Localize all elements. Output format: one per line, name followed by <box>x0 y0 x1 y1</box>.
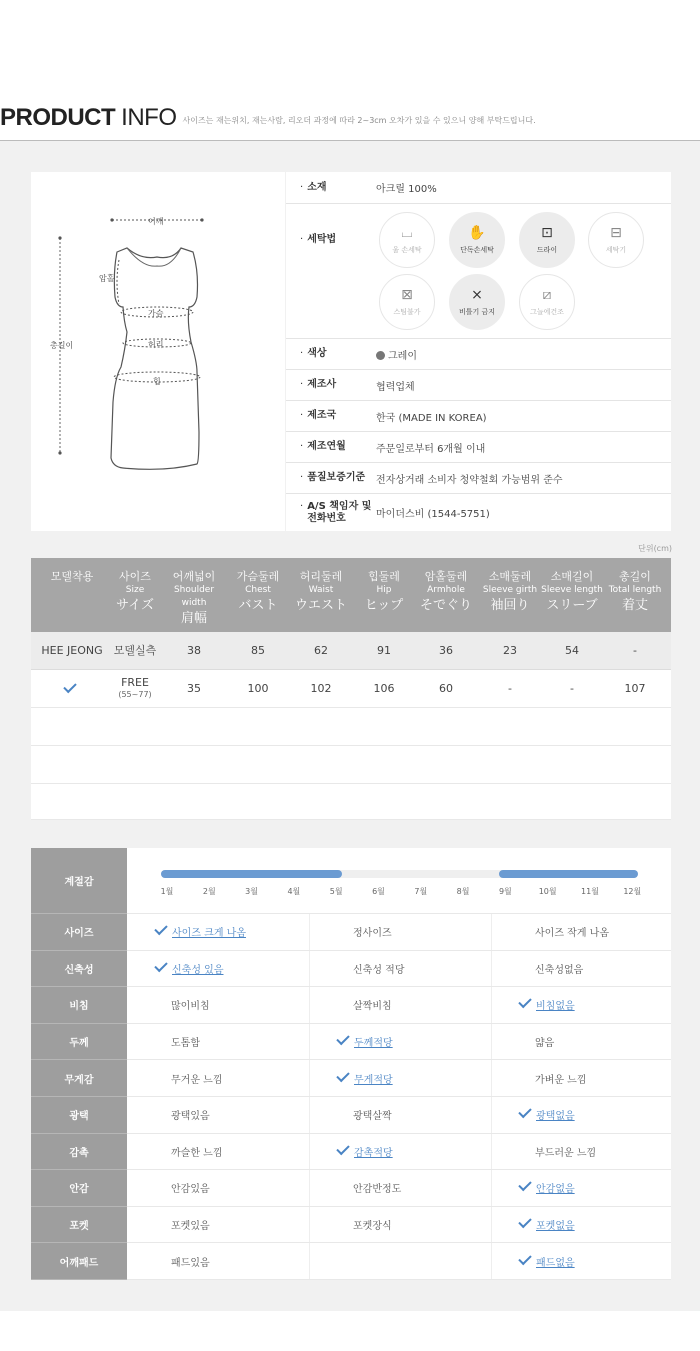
material-option-selected: 안감없음 <box>519 1170 575 1206</box>
month-label: 8월 <box>456 887 470 896</box>
material-row-label: 안감 <box>31 1170 127 1207</box>
size-cell: 60 <box>439 682 453 695</box>
material-table <box>31 848 671 1280</box>
title-bold: PRODUCT <box>0 104 116 131</box>
size-header-cell: 가슴둘레 Chest バスト <box>236 570 280 613</box>
info-list <box>286 172 671 531</box>
column-divider <box>491 1024 492 1060</box>
size-cell: 38 <box>187 644 201 657</box>
column-divider <box>491 1243 492 1279</box>
material-option: 포켓장식 <box>353 1221 392 1233</box>
column-divider <box>309 1024 310 1060</box>
material-option: 도톰함 <box>171 1038 200 1050</box>
check-icon <box>518 995 531 1008</box>
check-icon <box>518 1215 531 1228</box>
info-row-material: · 소재 아크릴 100% <box>286 172 671 204</box>
month-label: 9월 <box>498 887 512 896</box>
column-divider <box>491 914 492 950</box>
as-value: 마이더스비 (1544-5751) <box>376 509 490 520</box>
column-divider <box>309 987 310 1023</box>
material-option-selected: 사이즈 크게 나옴 <box>155 914 246 950</box>
size-cell: 102 <box>310 682 332 695</box>
size-cell: 35 <box>187 682 201 695</box>
shade-dry-icon: ⧄ <box>542 287 552 303</box>
column-divider <box>491 1207 492 1243</box>
maker-label: 제조사 <box>307 379 337 390</box>
material-option: 얇음 <box>535 1038 555 1050</box>
material-option-selected: 무게적당 <box>337 1060 393 1096</box>
info-row-color: · 색상 그레이 <box>286 339 671 370</box>
date-label: 제조연월 <box>307 441 346 452</box>
column-divider <box>309 1060 310 1096</box>
model-wear-check <box>38 670 106 708</box>
warranty-value: 전자상거래 소비자 청약철회 가능범위 준수 <box>376 474 563 486</box>
material-option: 살짝비침 <box>353 1001 392 1013</box>
country-label: 제조국 <box>307 410 337 421</box>
as-label-1: A/S 책임자 및 <box>307 500 372 512</box>
material-option: 가벼운 느낌 <box>535 1074 587 1086</box>
separate-hand-wash-icon: ✋ <box>468 225 486 241</box>
column-divider <box>309 1170 310 1206</box>
color-value: 그레이 <box>388 350 417 362</box>
material-row <box>127 1060 671 1097</box>
check-icon <box>518 1105 531 1118</box>
label-waist: 허리 <box>148 340 164 349</box>
size-header-cell: 힙둘레 Hip ヒップ <box>364 570 404 613</box>
check-icon <box>63 679 76 692</box>
material-option: 사이즈 작게 나옴 <box>535 928 609 940</box>
check-icon <box>154 922 167 935</box>
size-header-cell: 사이즈 Size サイズ <box>116 570 154 613</box>
month-label: 10월 <box>538 887 557 896</box>
material-row <box>127 1170 671 1207</box>
season-row <box>127 848 671 914</box>
column-divider <box>309 1134 310 1170</box>
material-row <box>127 914 671 951</box>
material-option-selected: 감촉적당 <box>337 1134 393 1170</box>
month-label: 5월 <box>329 887 343 896</box>
material-option: 무거운 느낌 <box>171 1074 223 1086</box>
label-total-length: 총길이 <box>50 341 74 350</box>
material-option: 신축성 적당 <box>353 964 405 976</box>
label-chest: 가슴 <box>148 309 164 318</box>
month-label: 4월 <box>287 887 301 896</box>
material-option: 패드있음 <box>171 1257 210 1269</box>
warranty-label: 품질보증기준 <box>307 472 366 483</box>
size-cell: 91 <box>377 644 391 657</box>
material-row <box>127 1207 671 1244</box>
size-header-cell: 모델착용 <box>50 570 94 583</box>
month-label: 12월 <box>623 887 642 896</box>
size-header-cell: 암홀둘레 Armhole そでぐり <box>419 570 472 613</box>
size-cell-free: FREE (55~77) <box>118 676 152 699</box>
material-row-label: 무게감 <box>31 1060 127 1097</box>
material-row <box>127 1024 671 1061</box>
no-steam-icon: ⊠ <box>401 287 413 303</box>
wash-label: 세탁법 <box>307 234 337 245</box>
material-option: 광택있음 <box>171 1111 210 1123</box>
material-option-selected: 광택없음 <box>519 1097 575 1133</box>
season-label: 계절감 <box>31 848 127 914</box>
size-header-cell: 소매둘레 Sleeve girth 袖回り <box>482 570 538 613</box>
size-cell: 62 <box>314 644 328 657</box>
country-value: 한국 (MADE IN KOREA) <box>376 412 487 424</box>
check-icon <box>336 1032 349 1045</box>
check-icon <box>154 959 167 972</box>
material-row-label: 광택 <box>31 1097 127 1134</box>
material-row-label: 신축성 <box>31 951 127 988</box>
material-row <box>127 987 671 1024</box>
washing-machine-icon: ⊟ <box>610 225 622 241</box>
month-label: 6월 <box>372 887 385 896</box>
wash-option-machine: ⊟ 세탁기 <box>588 212 644 268</box>
material-option: 안감반정도 <box>353 1184 402 1196</box>
size-cell: 100 <box>247 682 269 695</box>
material-row <box>127 1243 671 1280</box>
material-option-selected: 두께적당 <box>337 1024 393 1060</box>
column-divider <box>309 914 310 950</box>
material-value: 아크릴 100% <box>376 184 437 195</box>
material-option: 부드러운 느낌 <box>535 1147 597 1159</box>
material-row-label: 두께 <box>31 1024 127 1061</box>
material-option: 신축성없음 <box>535 964 584 976</box>
material-row-label: 어깨패드 <box>31 1243 127 1280</box>
material-row <box>127 1134 671 1171</box>
color-swatch <box>376 351 385 360</box>
size-row-empty <box>31 784 671 820</box>
size-note: 사이즈는 재는위치, 재는사람, 리오더 과정에 따라 2~3cm 오차가 있을 수 있으니 양해 부탁드립니다. <box>182 116 536 125</box>
column-divider <box>491 1060 492 1096</box>
size-cell: 54 <box>565 644 579 657</box>
size-cell: - <box>508 682 512 695</box>
info-row-maker: · 제조사 협력업체 <box>286 370 671 401</box>
maker-value: 협력업체 <box>376 381 415 393</box>
size-row-model <box>31 632 671 670</box>
dry-clean-icon: ⊡ <box>541 225 553 241</box>
material-row-label: 감촉 <box>31 1134 127 1171</box>
size-header-cell: 허리둘레 Waist ウエスト <box>294 570 347 613</box>
column-divider <box>309 1097 310 1133</box>
wash-option-separate-hand: ✋ 단독손세탁 <box>449 212 505 268</box>
material-option-selected: 포켓없음 <box>519 1207 575 1243</box>
info-row-country: · 제조국 한국 (MADE IN KOREA) <box>286 401 671 432</box>
month-label: 7월 <box>414 887 428 896</box>
wash-option-shade-dry: ⧄ 그늘에건조 <box>519 274 575 330</box>
size-row-empty <box>31 708 671 746</box>
title-light: INFO <box>121 104 177 131</box>
date-value: 주문일로부터 6개월 이내 <box>376 443 486 455</box>
check-icon <box>518 1251 531 1264</box>
no-wring-icon: ⨯ <box>471 287 483 303</box>
material-row-label: 비침 <box>31 987 127 1024</box>
size-table <box>31 558 671 820</box>
month-label: 2월 <box>202 887 216 896</box>
material-option: 정사이즈 <box>353 928 392 940</box>
column-divider <box>491 987 492 1023</box>
size-cell: 106 <box>373 682 395 695</box>
material-row-label: 포켓 <box>31 1207 127 1244</box>
label-shoulder: 어깨 <box>148 217 164 226</box>
size-cell: - <box>570 682 574 695</box>
material-option: 안감있음 <box>171 1184 210 1196</box>
size-header-cell: 소매길이 Sleeve length スリーブ <box>541 570 603 613</box>
material-row <box>127 951 671 988</box>
wash-option-no-wring: ⨯ 비틀기 금지 <box>449 274 505 330</box>
section-header <box>0 104 536 138</box>
material-option-selected: 패드없음 <box>519 1243 575 1279</box>
size-cell: 23 <box>503 644 517 657</box>
column-divider <box>491 1170 492 1206</box>
material-option: 광택살짝 <box>353 1111 392 1123</box>
material-option: 많이비침 <box>171 1001 210 1013</box>
material-row-label: 사이즈 <box>31 914 127 951</box>
size-cell: HEE JEONG <box>41 644 103 657</box>
info-row-as: · A/S 책임자 및 전화번호 마이더스비 (1544-5751) <box>300 500 490 524</box>
size-row-free <box>31 670 671 708</box>
product-info-box <box>31 172 671 531</box>
color-label: 색상 <box>307 348 327 359</box>
material-label: 소재 <box>307 181 327 193</box>
label-armhole: 암홀 <box>99 274 115 283</box>
size-header-cell: 총길이 Total length 着丈 <box>608 570 662 613</box>
material-option: 까슬한 느낌 <box>171 1147 223 1159</box>
month-label: 3월 <box>245 887 258 896</box>
as-label-2: 전화번호 <box>307 512 346 524</box>
column-divider <box>309 1207 310 1243</box>
info-row-wash: · 세탁법 ⌴ 울 손세탁 ✋ 단독손세탁 ⊡ 드라이 ⊟ 세탁기 ⊠ 스팀불가 ⨯ 비틀기 금지 ⧄ 그늘에건조 <box>286 204 671 339</box>
unit-label: 단위(cm) <box>638 544 672 553</box>
column-divider <box>491 951 492 987</box>
column-divider <box>309 951 310 987</box>
label-hip: 힙 <box>153 377 161 386</box>
size-table-header <box>31 558 671 632</box>
check-icon <box>518 1178 531 1191</box>
measurement-figure <box>31 172 279 531</box>
column-divider <box>309 1243 310 1279</box>
season-range-bar <box>499 870 638 878</box>
size-row-empty <box>31 746 671 784</box>
month-label: 11월 <box>581 887 599 896</box>
size-cell: 85 <box>251 644 265 657</box>
wash-option-dry: ⊡ 드라이 <box>519 212 575 268</box>
material-row <box>127 1097 671 1134</box>
month-label: 1월 <box>160 887 174 896</box>
column-divider <box>491 1097 492 1133</box>
hand-wash-icon: ⌴ <box>401 225 413 241</box>
material-option: 포켓있음 <box>171 1221 210 1233</box>
wash-option-wool-hand: ⌴ 울 손세탁 <box>379 212 435 268</box>
check-icon <box>336 1142 349 1155</box>
wash-option-no-steam: ⊠ 스팀불가 <box>379 274 435 330</box>
season-range-bar <box>161 870 342 878</box>
size-cell: 36 <box>439 644 453 657</box>
size-cell: 107 <box>624 682 646 695</box>
column-divider <box>491 1134 492 1170</box>
info-row-date: · 제조연월 주문일로부터 6개월 이내 <box>286 432 671 463</box>
check-icon <box>336 1068 349 1081</box>
material-option-selected: 신축성 있음 <box>155 951 223 987</box>
material-option-selected: 비침없음 <box>519 987 575 1023</box>
info-row-warranty: · 품질보증기준 전자상거래 소비자 청약철회 가능범위 준수 <box>286 463 671 494</box>
size-cell: - <box>633 644 637 657</box>
size-cell: 모델실측 <box>113 644 157 657</box>
size-header-cell: 어깨넓이 Shoulder width 肩幅 <box>172 570 216 626</box>
